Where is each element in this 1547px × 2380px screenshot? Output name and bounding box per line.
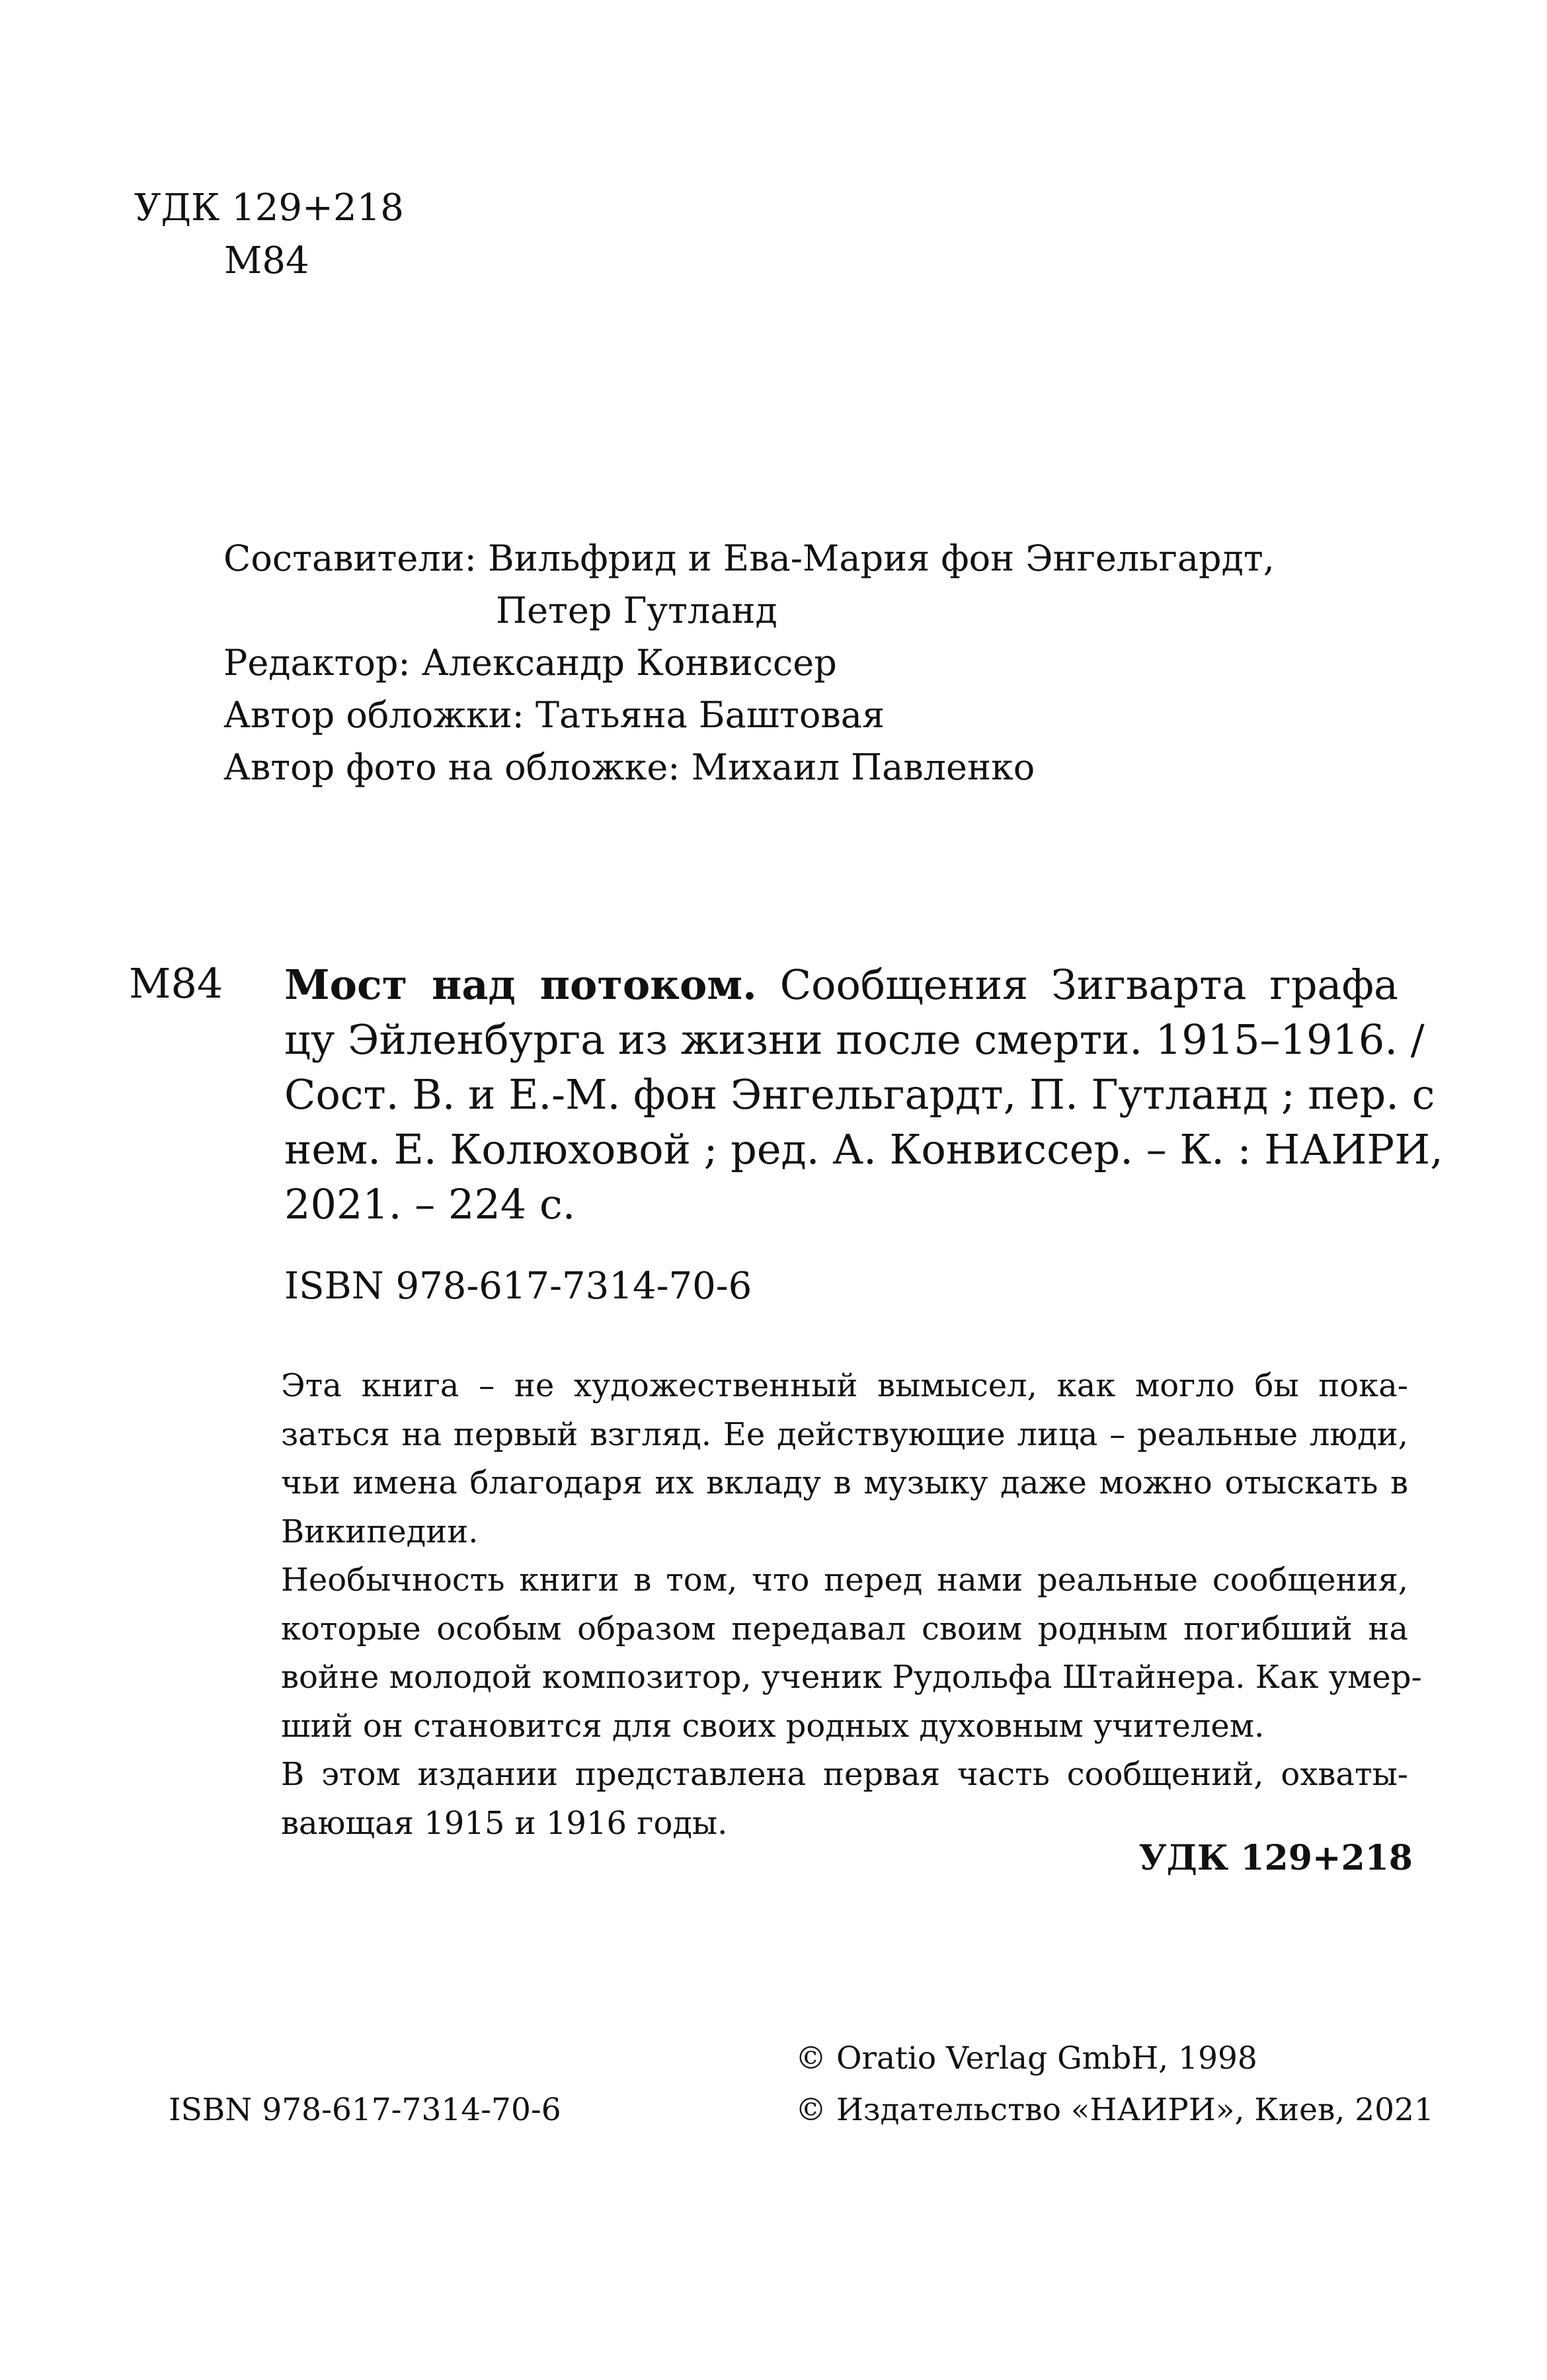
biblio-line-2: цу Эйленбурга из жизни после смерти. 1915–1916. / <box>284 1015 1425 1064</box>
book-subtitle: Сообщения Зигварта графа <box>756 961 1398 1009</box>
udk-block <box>134 182 404 288</box>
copyright-block <box>795 2033 1434 2136</box>
author-mark: М84 <box>224 239 309 282</box>
book-title: Мост над потоком. <box>284 961 757 1009</box>
udk-bottom: УДК 129+218 <box>1138 1838 1413 1878</box>
annotation-p1-line-3: чьи имена благодаря их вкладу в музыку даже можно отыскать в <box>281 1464 1408 1501</box>
annotation-p3-line-2: вающая 1915 и 1916 годы. <box>281 1804 728 1842</box>
isbn-main: ISBN 978-617-7314-70-6 <box>284 1265 752 1308</box>
annotation <box>281 1362 1422 1848</box>
credits-block <box>223 532 1275 793</box>
annotation-p2-line-4: ший он становится для своих родных духовным учителем. <box>281 1707 1265 1745</box>
copyright-nairi: © Издательство «НАИРИ», Киев, 2021 <box>795 2092 1434 2128</box>
cover-photo-line: Автор фото на обложке: Михаил Павленко <box>223 746 1035 788</box>
isbn-footer: ISBN 978-617-7314-70-6 <box>169 2092 561 2128</box>
annotation-p2-line-2: которые особым образом передавал своим родным погибший на <box>281 1610 1408 1647</box>
annotation-p2-line-1: Необычность книги в том, что перед нами реальные сообщения, <box>281 1562 1408 1599</box>
biblio-line-5: 2021. – 224 с. <box>284 1180 576 1228</box>
bibliographic-description <box>284 957 1443 1232</box>
bibliographic-author-mark: М84 <box>129 959 223 1008</box>
annotation-p1-line-2: заться на первый взгляд. Ее действующие лица – реальные люди, <box>281 1415 1408 1453</box>
copyright-oratio: © Oratio Verlag GmbH, 1998 <box>795 2040 1257 2077</box>
udk-code: УДК 129+218 <box>134 186 404 229</box>
biblio-line-4: нем. Е. Колюховой ; ред. А. Конвиссер. – К. : НАИРИ, <box>284 1125 1443 1173</box>
cover-author-line: Автор обложки: Татьяна Баштовая <box>223 694 885 736</box>
annotation-p2-line-3: войне молодой композитор, ученик Рудольфа Штайнера. Как умер- <box>281 1659 1422 1696</box>
compilers-line: Составители: Вильфрид и Ева-Мария фон Энгельгардт, <box>223 537 1275 579</box>
editor-line: Редактор: Александр Конвиссер <box>223 642 837 684</box>
compilers-continuation: Петер Гутланд <box>496 590 777 631</box>
annotation-p1-line-1: Эта книга – не художественный вымысел, как могло бы пока- <box>281 1367 1408 1404</box>
biblio-line-1 <box>284 957 1398 1012</box>
annotation-p1-line-4: Википедии. <box>281 1513 479 1550</box>
annotation-p3-line-1: В этом издании представлена первая часть сообщений, охваты- <box>281 1756 1408 1793</box>
biblio-line-3: Сост. В. и Е.-М. фон Энгельгардт, П. Гутланд ; пер. с <box>284 1070 1435 1119</box>
